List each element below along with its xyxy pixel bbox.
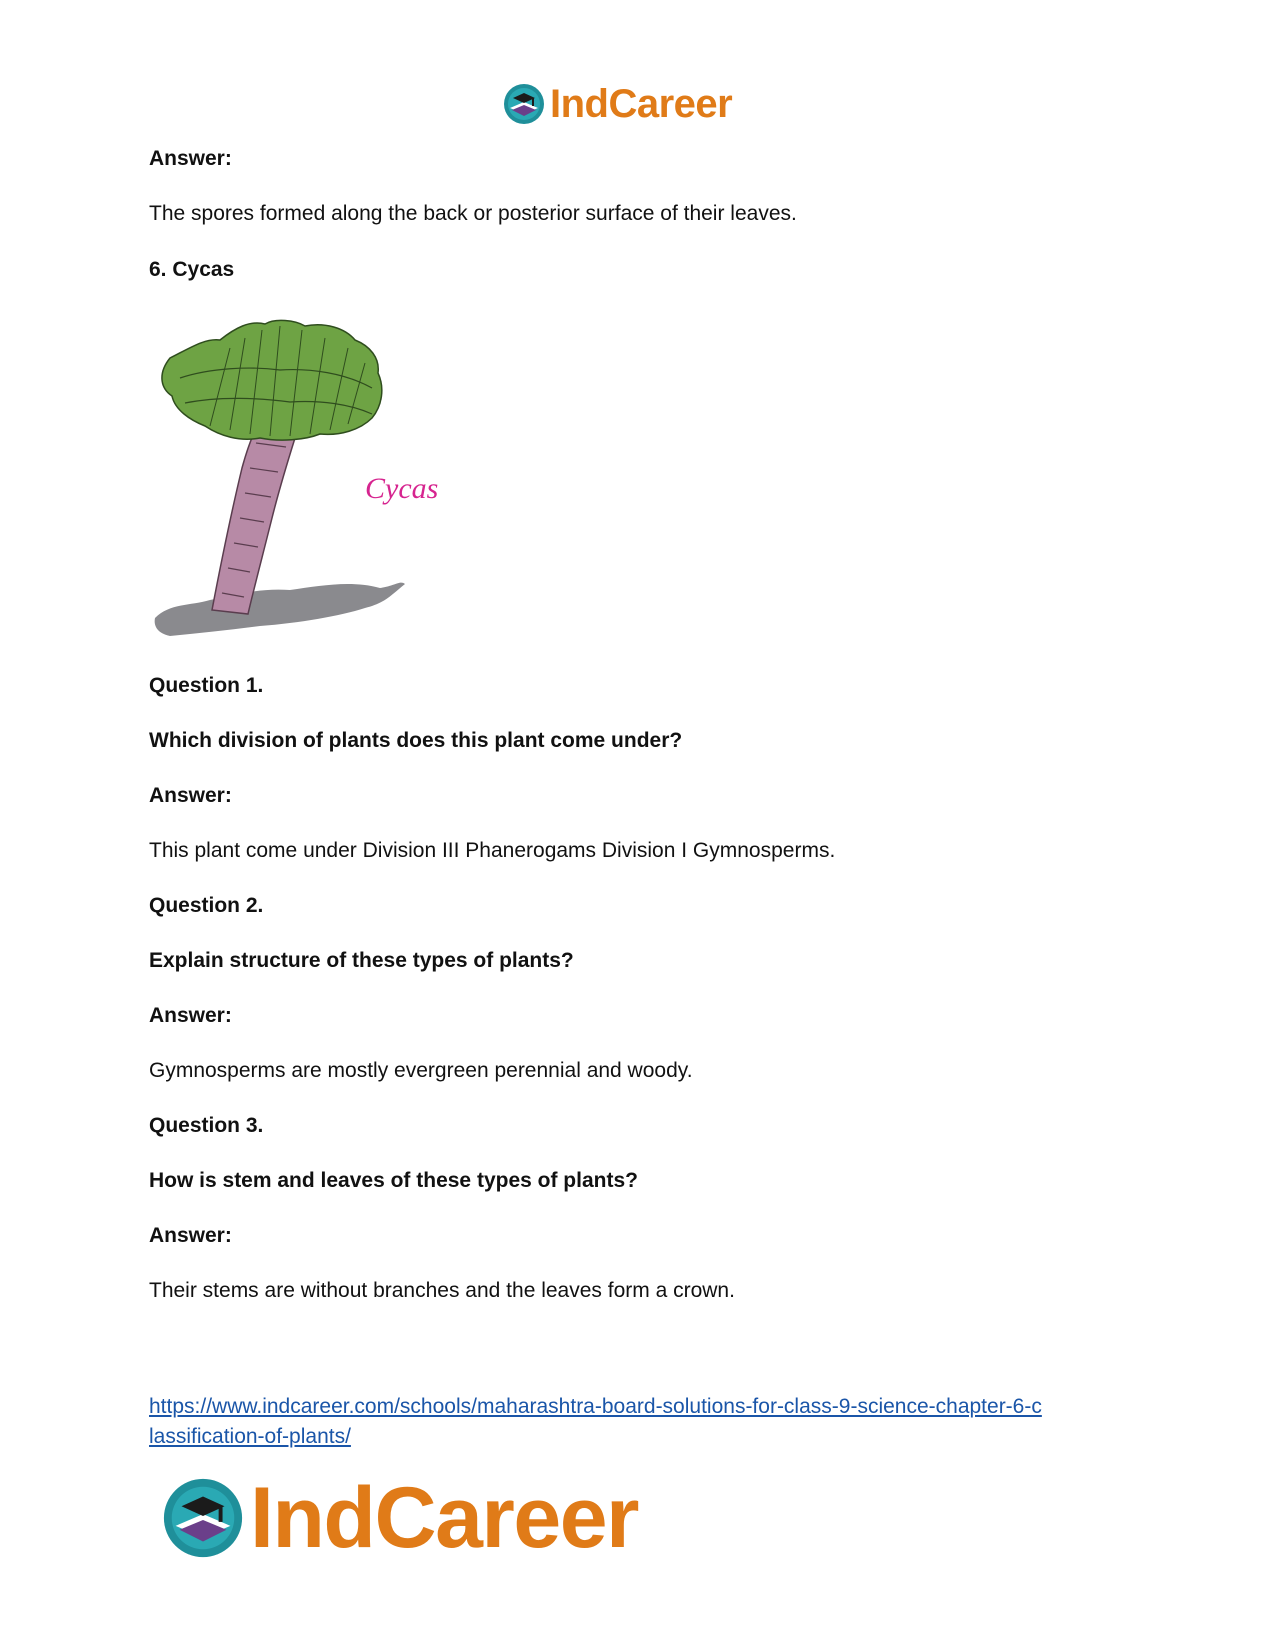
answer-label: Answer: bbox=[149, 147, 232, 170]
trunk bbox=[212, 418, 300, 614]
graduation-cap-book-icon bbox=[160, 1475, 246, 1561]
cycas-illustration bbox=[150, 318, 480, 650]
question-3-text: How is stem and leaves of these types of plants? bbox=[149, 1169, 638, 1192]
header-logo bbox=[502, 80, 772, 128]
question-2-answer: Gymnosperms are mostly evergreen perennial and woody. bbox=[149, 1059, 693, 1082]
logo-wordmark: IndCareer bbox=[250, 1470, 638, 1566]
graduation-cap-book-icon bbox=[502, 82, 546, 126]
question-2-answer-label: Answer: bbox=[149, 1004, 232, 1027]
question-3-label: Question 3. bbox=[149, 1114, 264, 1137]
logo-wordmark: IndCareer bbox=[550, 82, 733, 126]
question-1-text: Which division of plants does this plant come under? bbox=[149, 729, 683, 752]
question-3-answer: Their stems are without branches and the leaves form a crown. bbox=[149, 1279, 735, 1302]
source-link-line-1[interactable]: https://www.indcareer.com/schools/maharashtra-board-solutions-for-class-9-science-chapter-6-c bbox=[149, 1395, 1042, 1418]
question-1-answer: This plant come under Division III Phanerogams Division I Gymnosperms. bbox=[149, 839, 836, 862]
source-link-line-2[interactable]: lassification-of-plants/ bbox=[149, 1425, 351, 1448]
section-title: 6. Cycas bbox=[149, 258, 235, 281]
answer-text: The spores formed along the back or posterior surface of their leaves. bbox=[149, 202, 797, 225]
footer-logo bbox=[160, 1468, 700, 1568]
source-link[interactable] bbox=[149, 1392, 1129, 1452]
question-2-text: Explain structure of these types of plants? bbox=[149, 949, 574, 972]
question-1-answer-label: Answer: bbox=[149, 784, 232, 807]
figure-label: Cycas bbox=[365, 472, 439, 505]
question-2-label: Question 2. bbox=[149, 894, 264, 917]
question-3-answer-label: Answer: bbox=[149, 1224, 232, 1247]
ground-shadow bbox=[155, 583, 405, 636]
question-1-label: Question 1. bbox=[149, 674, 264, 697]
